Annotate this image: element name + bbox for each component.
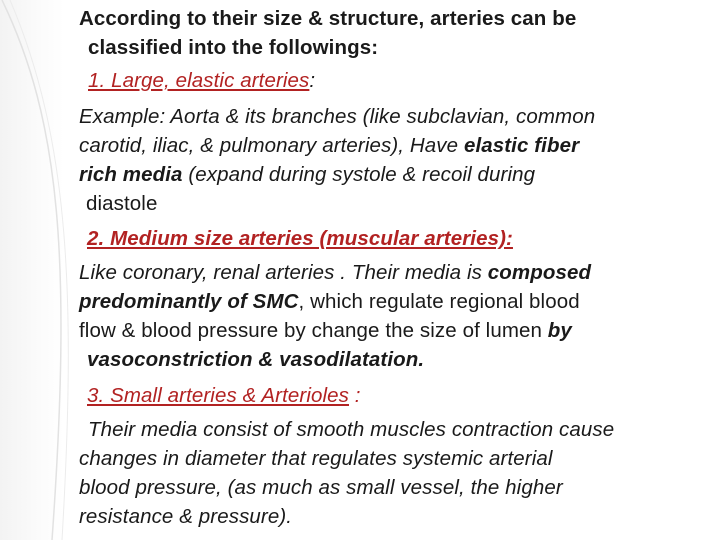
- intro-line-2: classified into the followings:: [88, 36, 379, 59]
- medium-arteries-line-2: [79, 287, 580, 316]
- large-arteries-line-3-text: (expand during systole & recoil during: [182, 163, 536, 186]
- medium-arteries-line-1: [79, 258, 591, 287]
- medium-arteries-line-2-text: , which regulate regional blood: [298, 290, 580, 313]
- small-arteries-line-2: changes in diameter that regulates systemic arterial: [79, 447, 553, 470]
- small-arteries-heading-label: 3. Small arteries & Arterioles: [87, 384, 349, 407]
- large-arteries-line-3: [79, 160, 535, 189]
- medium-arteries-line-1-text: Like coronary, renal arteries . Their media is: [79, 261, 488, 284]
- small-arteries-heading: [87, 381, 361, 410]
- large-arteries-line-4: diastole: [86, 192, 158, 215]
- small-arteries-line-1: Their media consist of smooth muscles contraction cause: [88, 418, 615, 441]
- medium-arteries-line-3: [79, 316, 572, 345]
- medium-arteries-line-1-bold: composed: [487, 261, 592, 284]
- medium-arteries-heading: 2. Medium size arteries (muscular arteries):: [87, 227, 513, 250]
- medium-arteries-line-3-bold: by: [547, 319, 572, 342]
- large-arteries-heading: [88, 66, 315, 95]
- small-arteries-line-4: resistance & pressure).: [79, 505, 293, 528]
- large-arteries-line-2: [79, 131, 579, 160]
- intro-line-1: According to their size & structure, arteries can be: [79, 7, 577, 30]
- large-arteries-line-2-bold: elastic fiber: [463, 134, 580, 157]
- medium-arteries-line-2-bold: predominantly of SMC: [79, 290, 299, 313]
- large-arteries-heading-colon: :: [309, 69, 316, 92]
- small-arteries-heading-colon: :: [349, 384, 361, 407]
- large-arteries-line-2-text: carotid, iliac, & pulmonary arteries), Have: [79, 134, 464, 157]
- slide-curve-decoration: [0, 0, 80, 540]
- medium-arteries-line-4: vasoconstriction & vasodilatation.: [87, 348, 425, 371]
- large-arteries-heading-label: 1. Large, elastic arteries: [88, 69, 310, 92]
- medium-arteries-line-3-text: flow & blood pressure by change the size of lumen: [79, 319, 548, 342]
- large-arteries-line-3-bold: rich media: [79, 163, 183, 186]
- small-arteries-line-3: blood pressure, (as much as small vessel, the higher: [79, 476, 563, 499]
- large-arteries-line-1: Example: Aorta & its branches (like subclavian, common: [79, 105, 596, 128]
